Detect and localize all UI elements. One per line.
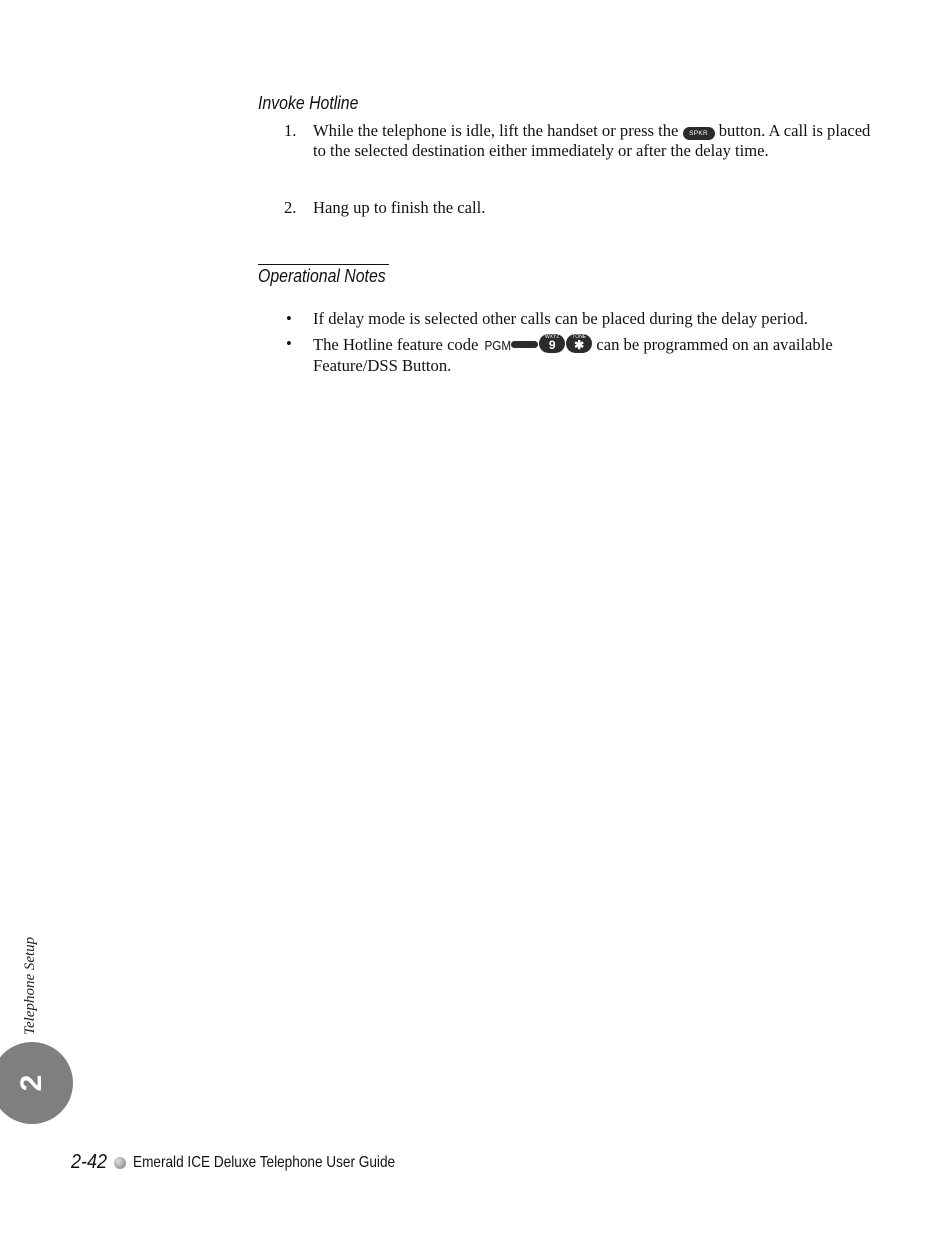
key-letters: WXYZ: [544, 334, 560, 340]
key-letters: TONE: [572, 334, 587, 340]
bullet-icon: •: [286, 334, 292, 353]
invoke-hotline-heading: Invoke Hotline: [258, 93, 359, 113]
spkr-key-icon: SPKR: [683, 127, 715, 140]
chapter-number: 2: [15, 1074, 48, 1092]
feature-key-icon: [511, 341, 538, 348]
chapter-tab-label: Telephone Setup: [22, 936, 38, 1035]
note-1-text: If delay mode is selected other calls can be placed during the delay period.: [313, 309, 808, 328]
operational-notes-heading: Operational Notes: [258, 266, 386, 286]
key-digit: 9: [548, 338, 556, 352]
bullet-icon: •: [286, 309, 292, 328]
bullet-dot-icon: [114, 1157, 126, 1169]
step-1-text: [313, 121, 873, 161]
note-2-text-before: The Hotline feature code: [313, 335, 479, 354]
step-1-text-before: While the telephone is idle, lift the handset or press the: [313, 121, 679, 140]
step-number: 2.: [284, 198, 297, 217]
tone-star-key-icon: [566, 334, 592, 353]
guide-title: Emerald ICE Deluxe Telephone User Guide: [133, 1154, 396, 1171]
note-2-text: [313, 334, 873, 376]
page-number: 2-42: [71, 1151, 108, 1173]
pgm-key-label: PGM: [484, 338, 511, 353]
step-1-text-after: button. A call is placed to the selected destination either immediately or after the delay time.: [313, 121, 871, 160]
wxyz-9-key-icon: [539, 334, 565, 353]
section-divider: [258, 264, 389, 265]
note-2-text-after: can be programmed on an available Feature/DSS Button.: [313, 335, 833, 375]
key-symbol: ✱: [574, 338, 585, 352]
step-number: 1.: [284, 121, 297, 140]
step-2-text: Hang up to finish the call.: [313, 198, 486, 217]
